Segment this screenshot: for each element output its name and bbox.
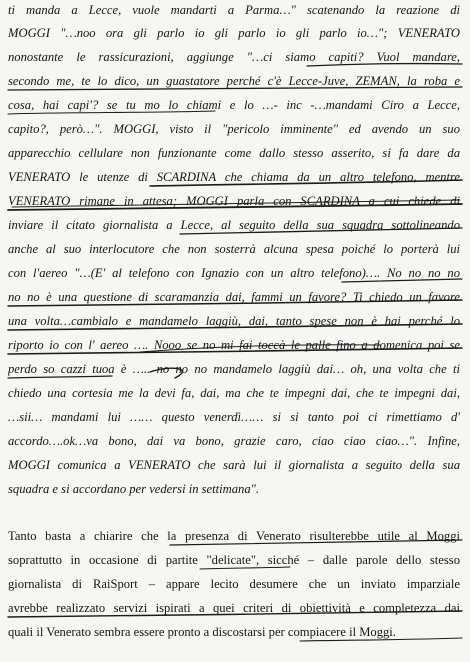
- text-line: capito?, però…". MOGGI, visto il "pericolo imminente" ed avendo un suo: [8, 122, 460, 136]
- text-line: apparecchio cellulare non funzionante come dallo stesso asserito, si fa dare da: [8, 146, 460, 160]
- text-line: giornalista di RaiSport – appare lecito desumere che un inviato imparziale: [8, 577, 460, 591]
- text-line: no no è una questione di scaramanzia dai, fammi un favore? Ti chiedo un favore: [8, 290, 460, 304]
- text-line: VENERATO rimane in attesa; MOGGI parla con SCARDINA a cui chiede di: [8, 194, 460, 208]
- text-line: inviare il citato giornalista a Lecce, al seguito della sua squadra sottolineando: [8, 218, 460, 232]
- text-line: VENERATO le utenze di SCARDINA che chiama da un altro telefono, mentre: [8, 170, 460, 184]
- text-line: quali il Venerato sembra essere pronto a discostarsi per compiacere il Moggi.: [8, 625, 396, 639]
- text-line: …sii… mandami lui …… questo venerdì…… si si tanto poi ci rimettiamo d': [8, 410, 460, 424]
- text-line: MOGGI comunica a VENERATO che sarà lui il giornalista a seguito della sua: [8, 458, 460, 472]
- text-line: con l'aereo "…(E' al telefono con Ignazio con un altro telefono)…. No no no no: [8, 266, 460, 280]
- text-line: cosa, hai capi'? se tu mo lo chiami e lo …- inc -…mandami Ciro a Lecce,: [8, 98, 460, 112]
- text-line: chiedo una cortesia me la devi fa, dai, ma che te impegni dai, che te impegni dai,: [8, 386, 460, 400]
- text-line: MOGGI "…noo ora gli parlo io gli parlo io gli parlo io…"; VENERATO: [8, 26, 460, 40]
- text-line: secondo me, te lo dico, un guastatore perché c'è Lecce-Juve, ZEMAN, la roba e: [8, 74, 460, 88]
- text-line: squadra e si accordano per vedersi in settimana".: [8, 482, 260, 496]
- text-line: accordo….ok…va bono, dai va bono, grazie caro, ciao ciao ciao…". Infine,: [8, 434, 460, 448]
- text-line: avrebbe realizzato servizi ispirati a quei criteri di obiettività e completezza dai: [8, 601, 460, 615]
- text-line: riporto io con l' aereo …. Nooo se no mi fai toccà le palle fino a domenica poi se: [8, 338, 460, 352]
- text-line: ti manda a Lecce, vuole mandarti a Parma…" scatenando la reazione di: [8, 3, 460, 17]
- text-line: perdo so cazzi tuoa è ….. no no no mandamelo laggiù dai… oh, una volta che ti: [8, 362, 460, 376]
- text-line: anche al suo interlocutore che non sosterrà alcuna spesa poiché lo porterà lui: [8, 242, 460, 256]
- text-line: soprattutto in occasione di partite "delicate", sicché – dalle parole dello stesso: [8, 553, 460, 567]
- text-line: Tanto basta a chiarire che la presenza di Venerato risulterebbe utile al Moggi: [8, 529, 460, 543]
- text-line: una volta…cambialo e mandamelo laggiù, dai, tanto spese non è hai perché lo: [8, 314, 460, 328]
- text-line: nonostante le rassicurazioni, aggiunge "…ci siamo capiti? Vuol mandare,: [8, 50, 460, 64]
